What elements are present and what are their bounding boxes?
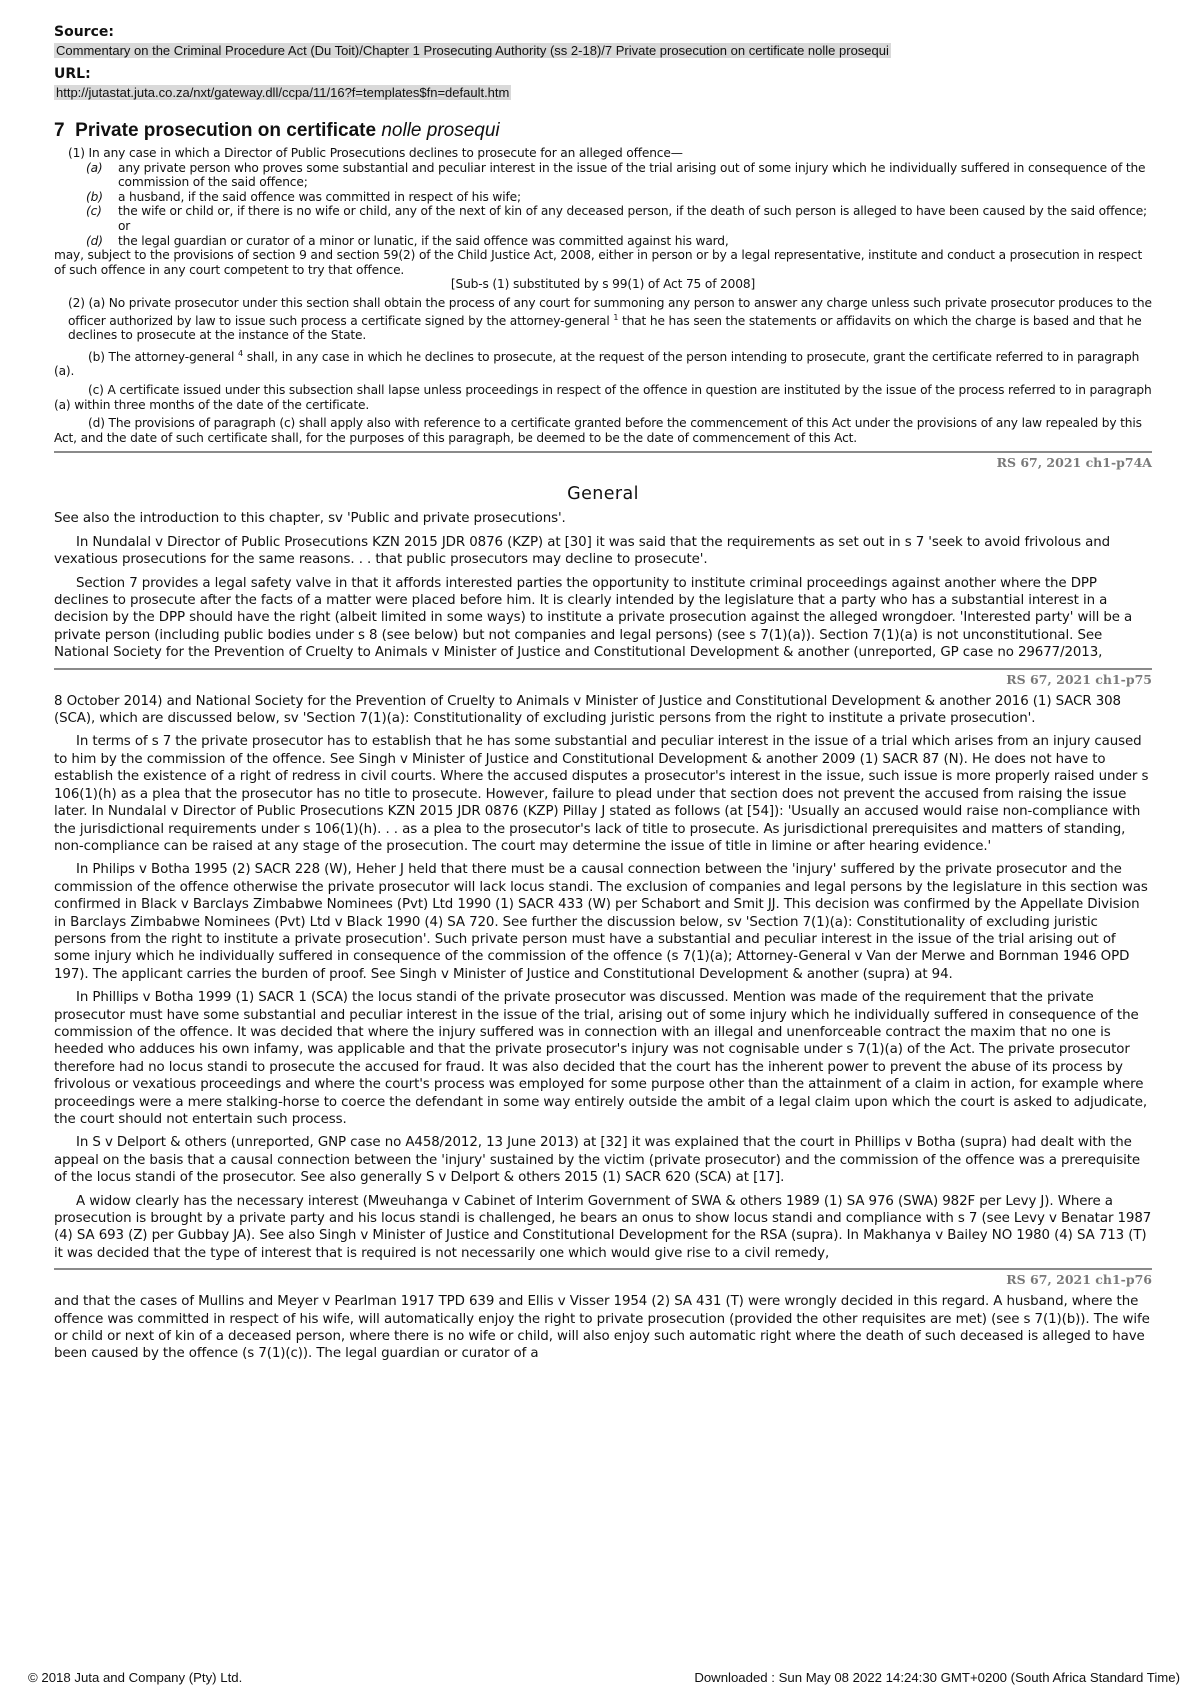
source-label: Source: xyxy=(54,24,114,40)
paragraph: In terms of s 7 the private prosecutor has to establish that he has some substantial and peculiar interest in the issue of a trial which arises from an injury caused to him by the commission of the offence. See Singh v Minister of Justice and Constitutional Development & another 2009 (1) SACR 87 (N). He does not have to establish the existence of a right of redress in civil courts. Where the accused disputes a prosecutor's interest in the issue, such issue is more properly raised under s 106(1)(h) as a plea that the prosecutor has no title to prosecute. However, failure to plead under that section does not prevent the accused from raising the issue later. In Nundalal v Director of Public Prosecutions KZN 2015 JDR 0876 (KZP) Pillay J stated as follows (at [54]): 'Usually an accused would raise non-compliance with the jurisdictional requirements under s 106(1)(h). . . as a plea to the prosecutor's lack of title to prosecute. As jurisdictional prerequisites and matters of standing, non-compliance can be raised at any stage of the prosecution. The court may determine the issue of title in limine or after hearing evidence.' xyxy=(54,734,1149,854)
item-text: the legal guardian or curator of a minor or lunatic, if the said offence was committed against his ward, xyxy=(118,233,729,248)
paragraph: and that the cases of Mullins and Meyer v Pearlman 1917 TPD 639 and Ellis v Visser 1954 (2) SA 431 (T) were wrongly decided in this regard. A husband, where the offence was committed in respect of his wife, will automatically enjoy the right to private prosecution (provided the other requisites are met) (see s 7(1)(b)). The wife or child or next of kin of a deceased person, where there is no wife or child, will also enjoy such automatic right where the death of such deceased is alleged to have been caused by the offence (s 7(1)(c)). The legal guardian or curator of a xyxy=(54,1294,1150,1362)
page-reference: RS 67, 2021 ch1-p74A xyxy=(996,455,1152,471)
paragraph: A widow clearly has the necessary interest (Mweuhanga v Cabinet of Interim Government of SWA & others 1989 (1) SA 976 (SWA) 982F per Levy J). Where a prosecution is brought by a private party and his locus standi is challenged, he bears an onus to show locus standi and compliance with s 7 (see Levy v Benatar 1987 (4) SA 693 (Z) per Gubbay JA). See also Singh v Minister of Justice and Constitutional Development for the RSA (supra). In Makhanya v Bailey NO 1980 (4) SA 713 (T) it was decided that the type of interest that is required is not necessarily one which would give rise to a civil remedy, xyxy=(54,1193,1152,1261)
url-link[interactable]: http://jutastat.juta.co.za/nxt/gateway.dll/ccpa/11/16?f=templates$fn=default.htm xyxy=(56,85,510,100)
paragraph: In Philips v Botha 1995 (2) SACR 228 (W), Heher J held that there must be a causal connection between the 'injury' suffered by the private prosecutor and the commission of the offence otherwise the private prosecutor will lack locus standi. The exclusion of companies and legal persons by the legislature in this section was confirmed in Black v Barclays Zimbabwe Nominees (Pvt) Ltd 1990 (1) SACR 433 (W) per Schabort and Smit JJ. This decision was confirmed by the Appellate Division in Barclays Zimbabwe Nominees (Pvt) Ltd v Black 1990 (4) SA 720. See further the discussion below, sv 'Section 7(1)(a): Constitutionality of excluding juristic persons from the right to institute a private prosecution'. Such private person must have a substantial and peculiar interest in the issue of the trial arising out of some injury which he individually suffered in consequence of the commission of the offence (s 7(1)(a); Attorney-General v Van der Merwe and Bornman 1946 OPD 197). The applicant carries the burden of proof. See Singh v Minister of Justice and Constitutional Development & another (supra) at 94. xyxy=(54,862,1148,982)
copyright-text: © 2018 Juta and Company (Pty) Ltd. xyxy=(28,1670,243,1685)
s2b-text-cont: shall, in any case in which he declines to prosecute, at the request of the person intending to prosecute, grant the certificate referred to in paragraph (a). xyxy=(54,349,1140,379)
section-heading xyxy=(54,120,1152,142)
item-text: a husband, if the said offence was committed in respect of his wife; xyxy=(118,189,521,204)
paragraph: 8 October 2014) and National Society for the Prevention of Cruelty to Animals v Minister of Justice and Constitutional Development & another 2016 (1) SACR 308 (SCA), which are discussed below, sv 'Section 7(1)(a): Constitutionality of excluding juristic persons from the right to institute a private prosecution'. xyxy=(54,693,1121,727)
statute-s1-close: may, subject to the provisions of section 9 and section 59(2) of the Child Justice Act, 2008, either in person or by a legal representative, institute and conduct a prosecution in respect of such offence in any court competent to try that offence. xyxy=(54,248,1143,277)
item-key: (a) xyxy=(86,160,103,175)
statute-s2b xyxy=(54,347,1152,379)
download-timestamp: Downloaded : Sun May 08 2022 14:24:30 GMT+0200 (South Africa Standard Time) xyxy=(694,1670,1180,1685)
page-divider xyxy=(54,451,1152,453)
item-text: the wife or child or, if there is no wife or child, any of the next of kin of any deceased person, if the death of such person is alleged to have been caused by the said offence; or xyxy=(118,204,1148,233)
general-heading: General xyxy=(567,484,639,505)
item-key: (c) xyxy=(86,204,102,219)
statute-s2c: (c) A certificate issued under this subsection shall lapse unless proceedings in respect of the offence in question are instituted by the issue of the process referred to in paragraph (a) within three months of the date of the certificate. xyxy=(54,383,1152,412)
paragraph: In Nundalal v Director of Public Prosecutions KZN 2015 JDR 0876 (KZP) at [30] it was said that the requirements as set out in s 7 'seek to avoid frivolous and vexatious prosecutions for the same reasons. . . that public prosecutors may decline to prosecute'. xyxy=(54,534,1111,568)
statute-item xyxy=(54,204,1152,233)
item-text: any private person who proves some substantial and peculiar interest in the issue of the trial arising out of some injury which he individually suffered in consequence of the commission of the said offence; xyxy=(118,160,1146,190)
document-page xyxy=(54,24,1152,1369)
footnote-link[interactable]: 4 xyxy=(238,348,243,358)
statute-s2d: (d) The provisions of paragraph (c) shall apply also with reference to a certificate granted before the commencement of this Act under the provisions of any law repealed by this Act, and the date of such certificate shall, for the purposes of this paragraph, be deemed to be the date of commencement of this Act. xyxy=(54,416,1142,445)
url-label: URL: xyxy=(54,66,91,82)
source-block xyxy=(54,24,1152,62)
page-divider xyxy=(54,1268,1152,1270)
source-text[interactable]: Commentary on the Criminal Procedure Act (Du Toit)/Chapter 1 Prosecuting Authority (ss 2-18)/7 Private prosecution on certificate nolle prosequi xyxy=(56,43,889,58)
statute-s1-intro: (1) In any case in which a Director of Public Prosecutions declines to prosecute for an alleged offence— xyxy=(68,146,683,160)
item-key: (b) xyxy=(86,189,103,204)
paragraph: Section 7 provides a legal safety valve in that it affords interested parties the opportunity to institute criminal proceedings against another where the DPP declines to prosecute after the facts of a matter were placed before him. It is clearly intended by the legislature that a party who has a substantial interest in a decision by the DPP should have the right (albeit limited in some ways) to institute a private prosecution against the alleged wrongdoer. 'Interested party' will be a private person (including public bodies under s 8 (see below) but not companies and legal persons) (see s 7(1)(a)). Section 7(1)(a) is not unconstitutional. See National Society for the Prevention of Cruelty to Animals v Minister of Justice and Constitutional Development & another (unreported, GP case no 29677/2013, xyxy=(54,575,1133,661)
statute-text xyxy=(54,146,1152,445)
amendment-note: [Sub-s (1) substituted by s 99(1) of Act 75 of 2008] xyxy=(450,277,756,292)
page-reference: RS 67, 2021 ch1-p76 xyxy=(1006,1272,1152,1288)
statute-item xyxy=(54,234,1152,249)
section-title-italic: nolle prosequi xyxy=(381,120,500,141)
url-block xyxy=(54,66,1152,106)
paragraph: See also the introduction to this chapter, sv 'Public and private prosecutions'. xyxy=(54,511,566,527)
commentary-body xyxy=(54,510,1152,1362)
section-number: 7 xyxy=(54,120,65,141)
paragraph: In S v Delport & others (unreported, GNP case no A458/2012, 13 June 2013) at [32] it was explained that the court in Phillips v Botha (supra) had dealt with the appeal on the basis that a causal connection between the 'injury' sustained by the victim (private prosecutor) and the commission of the offence was a prerequisite of the locus standi of the prosecutor. See also generally S v Delport & others 2015 (1) SACR 620 (SCA) at [17]. xyxy=(54,1135,1141,1186)
s2a-text: (2) (a) No private prosecutor under this section shall obtain the process of any court for summoning any person to answer any charge unless such private prosecutor produces to the officer authorized by law to issue such process a certificate signed by the attorney-general xyxy=(68,295,1152,328)
s2a-text-cont: that he has seen the statements or affidavits on which the charge is based and that he declines to prosecute at the instance of the State. xyxy=(68,313,1142,343)
statute-s2a xyxy=(54,296,1152,343)
page-reference: RS 67, 2021 ch1-p75 xyxy=(1006,671,1152,687)
page-divider xyxy=(54,668,1152,670)
footnote-link[interactable]: 1 xyxy=(613,312,619,322)
s2b-text: (b) The attorney-general xyxy=(88,349,235,364)
section-title: Private prosecution on certificate xyxy=(75,120,377,141)
item-key: (d) xyxy=(86,233,103,248)
statute-item xyxy=(54,161,1152,190)
statute-item xyxy=(54,190,1152,205)
paragraph: In Phillips v Botha 1999 (1) SACR 1 (SCA) the locus standi of the private prosecutor was discussed. Mention was made of the requirement that the private prosecutor must have some substantial and peculiar interest in the issue of the trial, arising out of some injury which he individually suffered in consequence of the commission of the offence. It was decided that where the injury suffered was in connection with an illegal and unenforceable contract the maxim that no one is heeded who adduces his own infamy, was applicable and that the private prosecutor's injury was not cognisable under s 7(1)(a) of the Act. The private prosecutor therefore had no locus standi to prosecute the accused for fraud. It was also decided that the court has the inherent power to prevent the abuse of its process by frivolous or vexatious proceedings and where the court's process was employed for some purpose other than the attainment of a claim in action, for example where proceedings were a mere stalking-horse to coerce the defendant in some way entirely outside the ambit of a legal claim upon which the court is asked to adjudicate, the court should not entertain such process. xyxy=(54,990,1147,1127)
